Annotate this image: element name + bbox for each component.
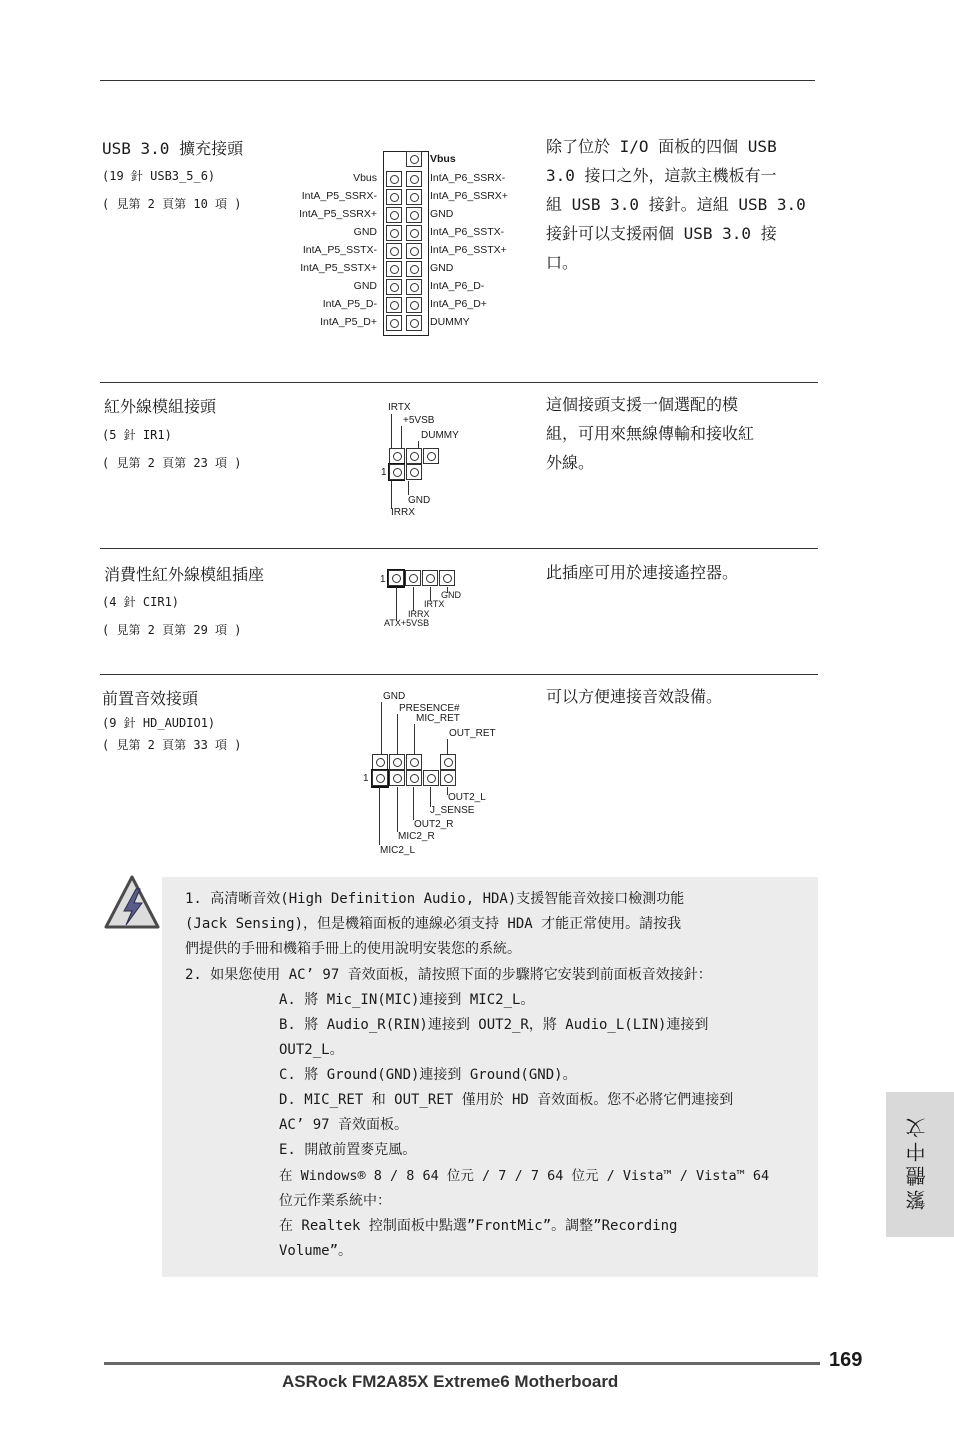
audio-reference: ( 見第 2 頁第 33 項 ) [102,738,242,752]
audio-pin [406,770,422,786]
section-divider [100,382,818,383]
note-line: Volume”。 [279,1243,353,1259]
note-line: (Jack Sensing)，但是機箱面板的連線必須支持 HDA 才能正常使用。請按我 [185,916,682,932]
usb3-right-pin-label: DUMMY [430,316,470,328]
usb3-pin [386,315,402,331]
usb3-pin [406,171,422,187]
footer-rule [104,1362,820,1365]
audio-label-pin1: 1 [363,773,369,784]
ir-label-pin1: 1 [381,467,387,478]
cir-pin [422,570,438,586]
usb3-pin [406,207,422,223]
ir-description: 這個接頭支援一個選配的模 組，可用來無線傳輸和接收紅 外線。 [546,395,755,472]
usb3-pin [406,189,422,205]
ir-pin [423,448,439,464]
usb3-pin [406,261,422,277]
usb3-left-pin-label: IntA_P5_SSTX- [302,244,377,256]
audio-pin [389,754,405,770]
ir-leader-line [408,481,409,495]
usb3-pin [386,261,402,277]
ir-title: 紅外線模組接頭 [104,397,217,416]
audio-pin [372,770,388,786]
footer-title: ASRock FM2A85X Extreme6 Motherboard [282,1372,619,1391]
top-rule [100,80,815,81]
ir-label-5vsb: +5VSB [403,415,435,426]
cir-description: 此插座可用於連接遙控器。 [546,563,739,582]
ir-pin [406,464,422,480]
usb3-pin [386,297,402,313]
audio-pin [440,770,456,786]
usb3-right-pin-label: IntA_P6_SSRX+ [430,190,508,202]
section-divider [100,674,818,675]
cir-label-pin1: 1 [380,574,386,585]
note-line: D. MIC_RET 和 OUT_RET 僅用於 HD 音效面板。您不必將它們連接到 [279,1092,734,1108]
cir-pin [388,570,404,586]
usb3-pin [386,225,402,241]
usb3-pin [406,279,422,295]
language-side-tab-text: 繁體中文 [905,1114,929,1210]
usb3-pin [386,207,402,223]
ir-pin-count: (5 針 IR1) [102,428,172,442]
note-line: B. 將 Audio_R(RIN)連接到 OUT2_R，將 Audio_L(LIN)連接到 [279,1017,709,1033]
usb3-right-pin-label: IntA_P6_D+ [430,298,487,310]
note-line: 1. 高清晰音效(High Definition Audio, HDA)支援智能音效接口檢測功能 [185,891,685,907]
cir-reference: ( 見第 2 頁第 29 項 ) [102,623,242,637]
audio-label-j-sense: J_SENSE [430,805,475,816]
usb3-right-pin-label: IntA_P6_SSTX+ [430,244,507,256]
note-line: A. 將 Mic_IN(MIC)連接到 MIC2_L。 [279,992,535,1008]
usb3-right-pin-label: IntA_P6_D- [430,280,485,292]
cir-label-gnd: GND [441,590,461,600]
cir-leader-line [396,587,397,621]
audio-label-mic2-r: MIC2_R [398,831,435,842]
audio-description: 可以方便連接音效設備。 [546,687,723,706]
note-line: AC’ 97 音效面板。 [279,1117,409,1133]
note-line: 2. 如果您使用 AC’ 97 音效面板，請按照下面的步驟將它安裝到前面板音效接針： [185,967,712,983]
audio-label-gnd: GND [383,691,406,702]
usb3-pin-count: (19 針 USB3_5_6) [102,169,216,183]
audio-pin [406,754,422,770]
audio-label-out2-l: OUT2_L [448,792,486,803]
cir-pin [439,570,455,586]
audio-leader-line [447,739,448,754]
usb3-title: USB 3.0 擴充接頭 [102,139,244,158]
usb3-left-pin-label: IntA_P5_SSRX+ [299,208,377,220]
audio-label-mic2-l: MIC2_L [380,845,416,856]
usb3-pin [406,225,422,241]
audio-label-out-ret: OUT_RET [449,728,496,739]
ir-label-irtx: IRTX [388,402,411,413]
audio-pin [389,770,405,786]
cir-title: 消費性紅外線模組插座 [104,565,265,584]
cir-label-irrx: IRRX [408,609,430,619]
usb3-pin [406,151,422,167]
ir-label-irrx: IRRX [391,507,415,518]
usb3-left-pin-label: IntA_P5_D+ [320,316,377,328]
page-number: 169 [829,1349,863,1371]
ir-pin [389,464,405,480]
audio-label-mic-ret: MIC_RET [416,713,460,724]
ir-pin [389,448,405,464]
cir-leader-line [413,587,414,611]
cir-pin-count: (4 針 CIR1) [102,595,180,609]
usb3-right-pin-label: GND [430,208,454,220]
usb3-pin [386,171,402,187]
usb3-pin [406,315,422,331]
cir-pin [405,570,421,586]
usb3-right-pin-label: IntA_P6_SSTX- [430,226,505,238]
usb3-pin [386,189,402,205]
usb3-right-pin-label: IntA_P6_SSRX- [430,172,506,184]
note-line: 們提供的手冊和機箱手冊上的使用說明安裝您的系統。 [185,941,521,957]
language-side-tab [886,1092,954,1237]
usb3-reference: ( 見第 2 頁第 10 項 ) [102,197,242,211]
usb3-right-pin-label: Vbus [430,153,456,165]
audio-leader-line [397,714,398,754]
note-line: 在 Realtek 控制面板中點選”FrontMic”。調整”Recording [279,1218,678,1234]
usb3-description: 除了位於 I/O 面板的四個 USB 3.0 接口之外，這款主機板有一 組 USB 3.0 接針。這組 USB 3.0 接針可以支援兩個 USB 3.0 接 口。 [546,137,806,272]
note-line: 位元作業系統中： [279,1193,391,1209]
usb3-pin [386,243,402,259]
audio-leader-line [379,787,380,845]
note-line: E. 開啟前置麥克風。 [279,1142,417,1158]
audio-pin [440,754,456,770]
audio-label-out2-r: OUT2_R [414,819,454,830]
usb3-right-pin-label: GND [430,262,454,274]
ir-label-dummy: DUMMY [421,430,459,441]
usb3-left-pin-label: IntA_P5_SSTX+ [300,262,377,274]
usb3-left-pin-label: IntA_P5_SSRX- [301,190,377,202]
audio-leader-line [413,787,414,820]
audio-leader-line [414,724,415,754]
audio-leader-line [397,787,398,832]
cir-label-irtx: IRTX [424,599,445,609]
note-line: C. 將 Ground(GND)連接到 Ground(GND)。 [279,1067,577,1083]
audio-leader-line [381,702,382,754]
ir-pin [406,448,422,464]
section-divider [100,548,818,549]
audio-leader-line [430,787,431,807]
note-line: OUT2_L。 [279,1042,344,1058]
audio-pin [423,770,439,786]
note-line: 在 Windows® 8 / 8 64 位元 / 7 / 7 64 位元 / Vista™ / Vista™ 64 [279,1168,770,1184]
usb3-left-pin-label: IntA_P5_D- [322,298,377,310]
usb3-left-pin-label: GND [353,280,377,292]
cir-label-atx5vsb: ATX+5VSB [384,618,430,628]
usb3-pin [406,243,422,259]
usb3-left-pin-label: GND [353,226,377,238]
audio-pin-count: (9 針 HD_AUDIO1) [102,716,216,730]
usb3-pin [406,297,422,313]
usb3-pin [386,279,402,295]
ir-label-gnd: GND [408,495,431,506]
ir-reference: ( 見第 2 頁第 23 項 ) [102,456,242,470]
audio-title: 前置音效接頭 [102,689,199,708]
ir-leader-line [391,481,392,509]
usb3-left-pin-label: Vbus [353,172,377,184]
warning-icon [102,873,162,933]
audio-label-presence: PRESENCE# [399,703,460,714]
audio-pin [372,754,388,770]
